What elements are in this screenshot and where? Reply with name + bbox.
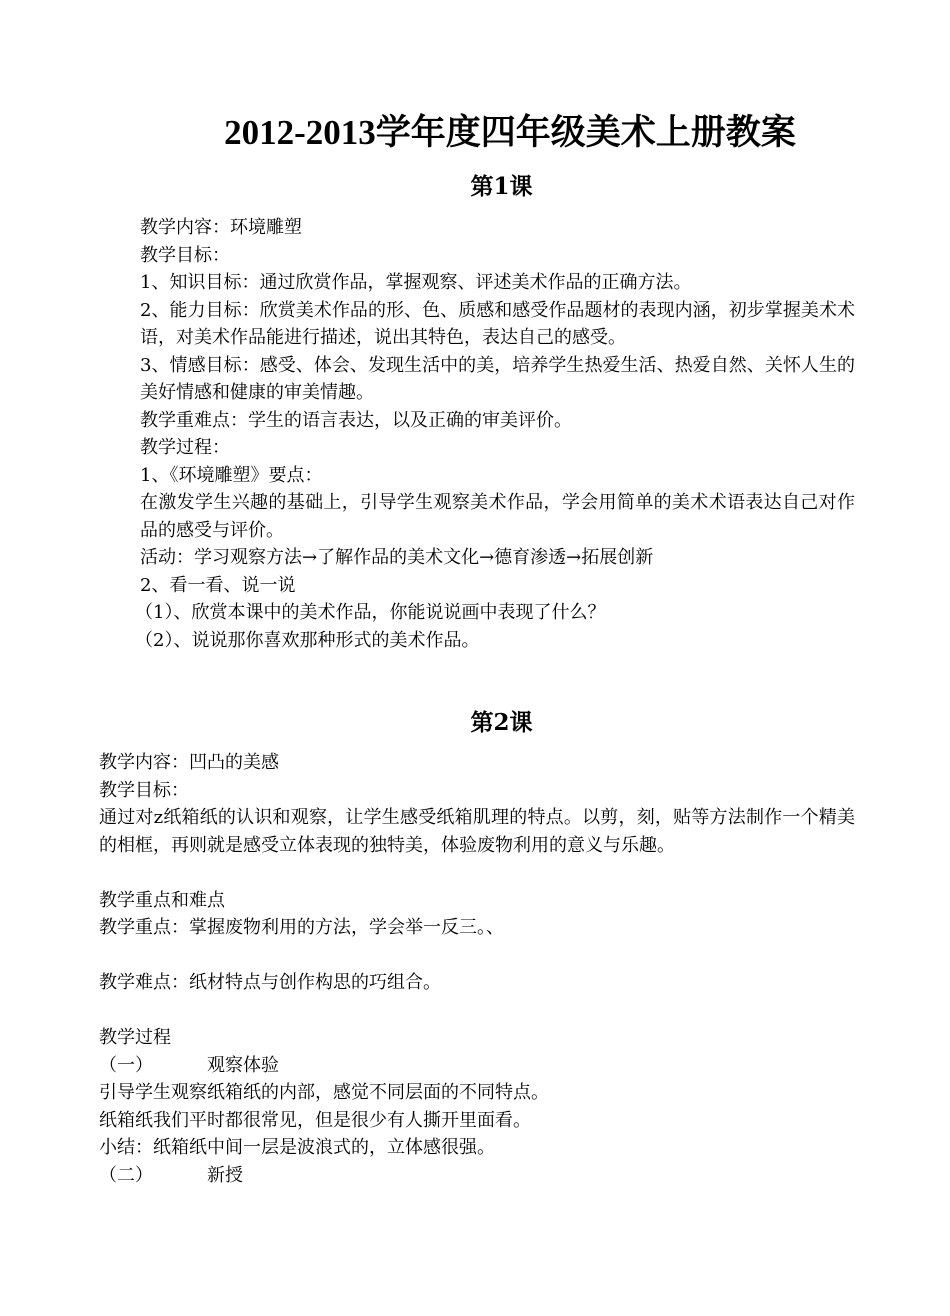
lesson-1-process-label: 教学过程： — [140, 437, 230, 458]
lesson-2-objectives-label: 教学目标： — [99, 779, 189, 801]
lesson-1-key-difficulty: 教学重难点：学生的语言表达，以及正确的审美评价。 — [140, 409, 572, 431]
lesson-1-step-2: 2、看一看、说一说 — [140, 574, 296, 596]
lesson-2-step-2-heading — [99, 1162, 855, 1190]
blank-line — [99, 997, 855, 1025]
lesson-1-objectives-label: 教学目标： — [140, 244, 230, 266]
lesson-2-objectives-text: 通过对z纸箱纸的认识和观察，让学生感受纸箱肌理的特点。以剪，刻，贴等方法制作一个精美的相框，再则就是感受立体表现的独特美，体验废物利用的意义与乐趣。 — [99, 807, 855, 856]
lesson-1-question-1: （1）、欣赏本课中的美术作品，你能说说画中表现了什么？ — [135, 602, 606, 623]
lesson-1-ability-goal: 2、能力目标：欣赏美术作品的形、色、质感和感受作品题材的表现内涵，初步掌握美术术语，对美术作品能进行描述，说出其特色，表达自己的感受。 — [140, 299, 855, 348]
lesson-2-step-1-line-3: 小结：纸箱纸中间一层是波浪式的，立体感很强。 — [99, 1137, 495, 1158]
lesson-1-body — [99, 214, 855, 654]
lesson-2-keypoint: 教学重点：掌握废物利用的方法，学会举一反三。、 — [99, 917, 504, 938]
lesson-1-title: 第1课 — [470, 173, 533, 200]
lesson-2-step-1-line-2: 纸箱纸我们平时都很常见，但是很少有人撕开里面看。 — [99, 1109, 531, 1131]
blank-line — [99, 859, 855, 887]
lesson-2-step-1-number: （一） — [99, 1054, 153, 1076]
lesson-2-keypoints-heading: 教学重点和难点 — [99, 889, 225, 911]
lesson-2-step-1-name: 观察体验 — [207, 1054, 279, 1076]
lesson-2-step-2-number: （二） — [99, 1164, 153, 1186]
lesson-2-content: 教学内容：凹凸的美感 — [99, 752, 279, 773]
lesson-2-difficulty: 教学难点：纸材特点与创作构思的巧组合。 — [99, 972, 441, 993]
lesson-1-knowledge-goal: 1、知识目标：通过欣赏作品，掌握观察、评述美术作品的正确方法。 — [140, 272, 692, 293]
lesson-1-content: 教学内容：环境雕塑 — [140, 217, 302, 238]
lesson-2-step-1-heading — [99, 1052, 855, 1080]
lesson-1-activity: 活动：学习观察方法→了解作品的美术文化→德育渗透→拓展创新 — [140, 547, 654, 568]
lesson-2-title: 第2课 — [470, 709, 533, 736]
lesson-2-process-label: 教学过程 — [99, 1027, 171, 1048]
lesson-1-question-2: （2）、说说那你喜欢那种形式的美术作品。 — [135, 629, 480, 651]
lesson-2-step-1-line-1: 引导学生观察纸箱纸的内部，感觉不同层面的不同特点。 — [99, 1082, 549, 1103]
lesson-1-step-1: 1、《环境雕塑》要点： — [140, 464, 323, 486]
lesson-2-body — [99, 749, 855, 1189]
lesson-1-step-1-desc: 在激发学生兴趣的基础上，引导学生观察美术作品，学会用简单的美术术语表达自己对作品的感受与评价。 — [140, 492, 855, 541]
document-title: 2012-2013学年度四年级美术上册教案 — [224, 113, 796, 152]
lesson-2-step-2-name: 新授 — [207, 1164, 243, 1186]
lesson-1-emotion-goal: 3、情感目标：感受、体会、发现生活中的美，培养学生热爱生活、热爱自然、关怀人生的美好情感和健康的审美情趣。 — [140, 354, 855, 403]
blank-line — [99, 942, 855, 970]
